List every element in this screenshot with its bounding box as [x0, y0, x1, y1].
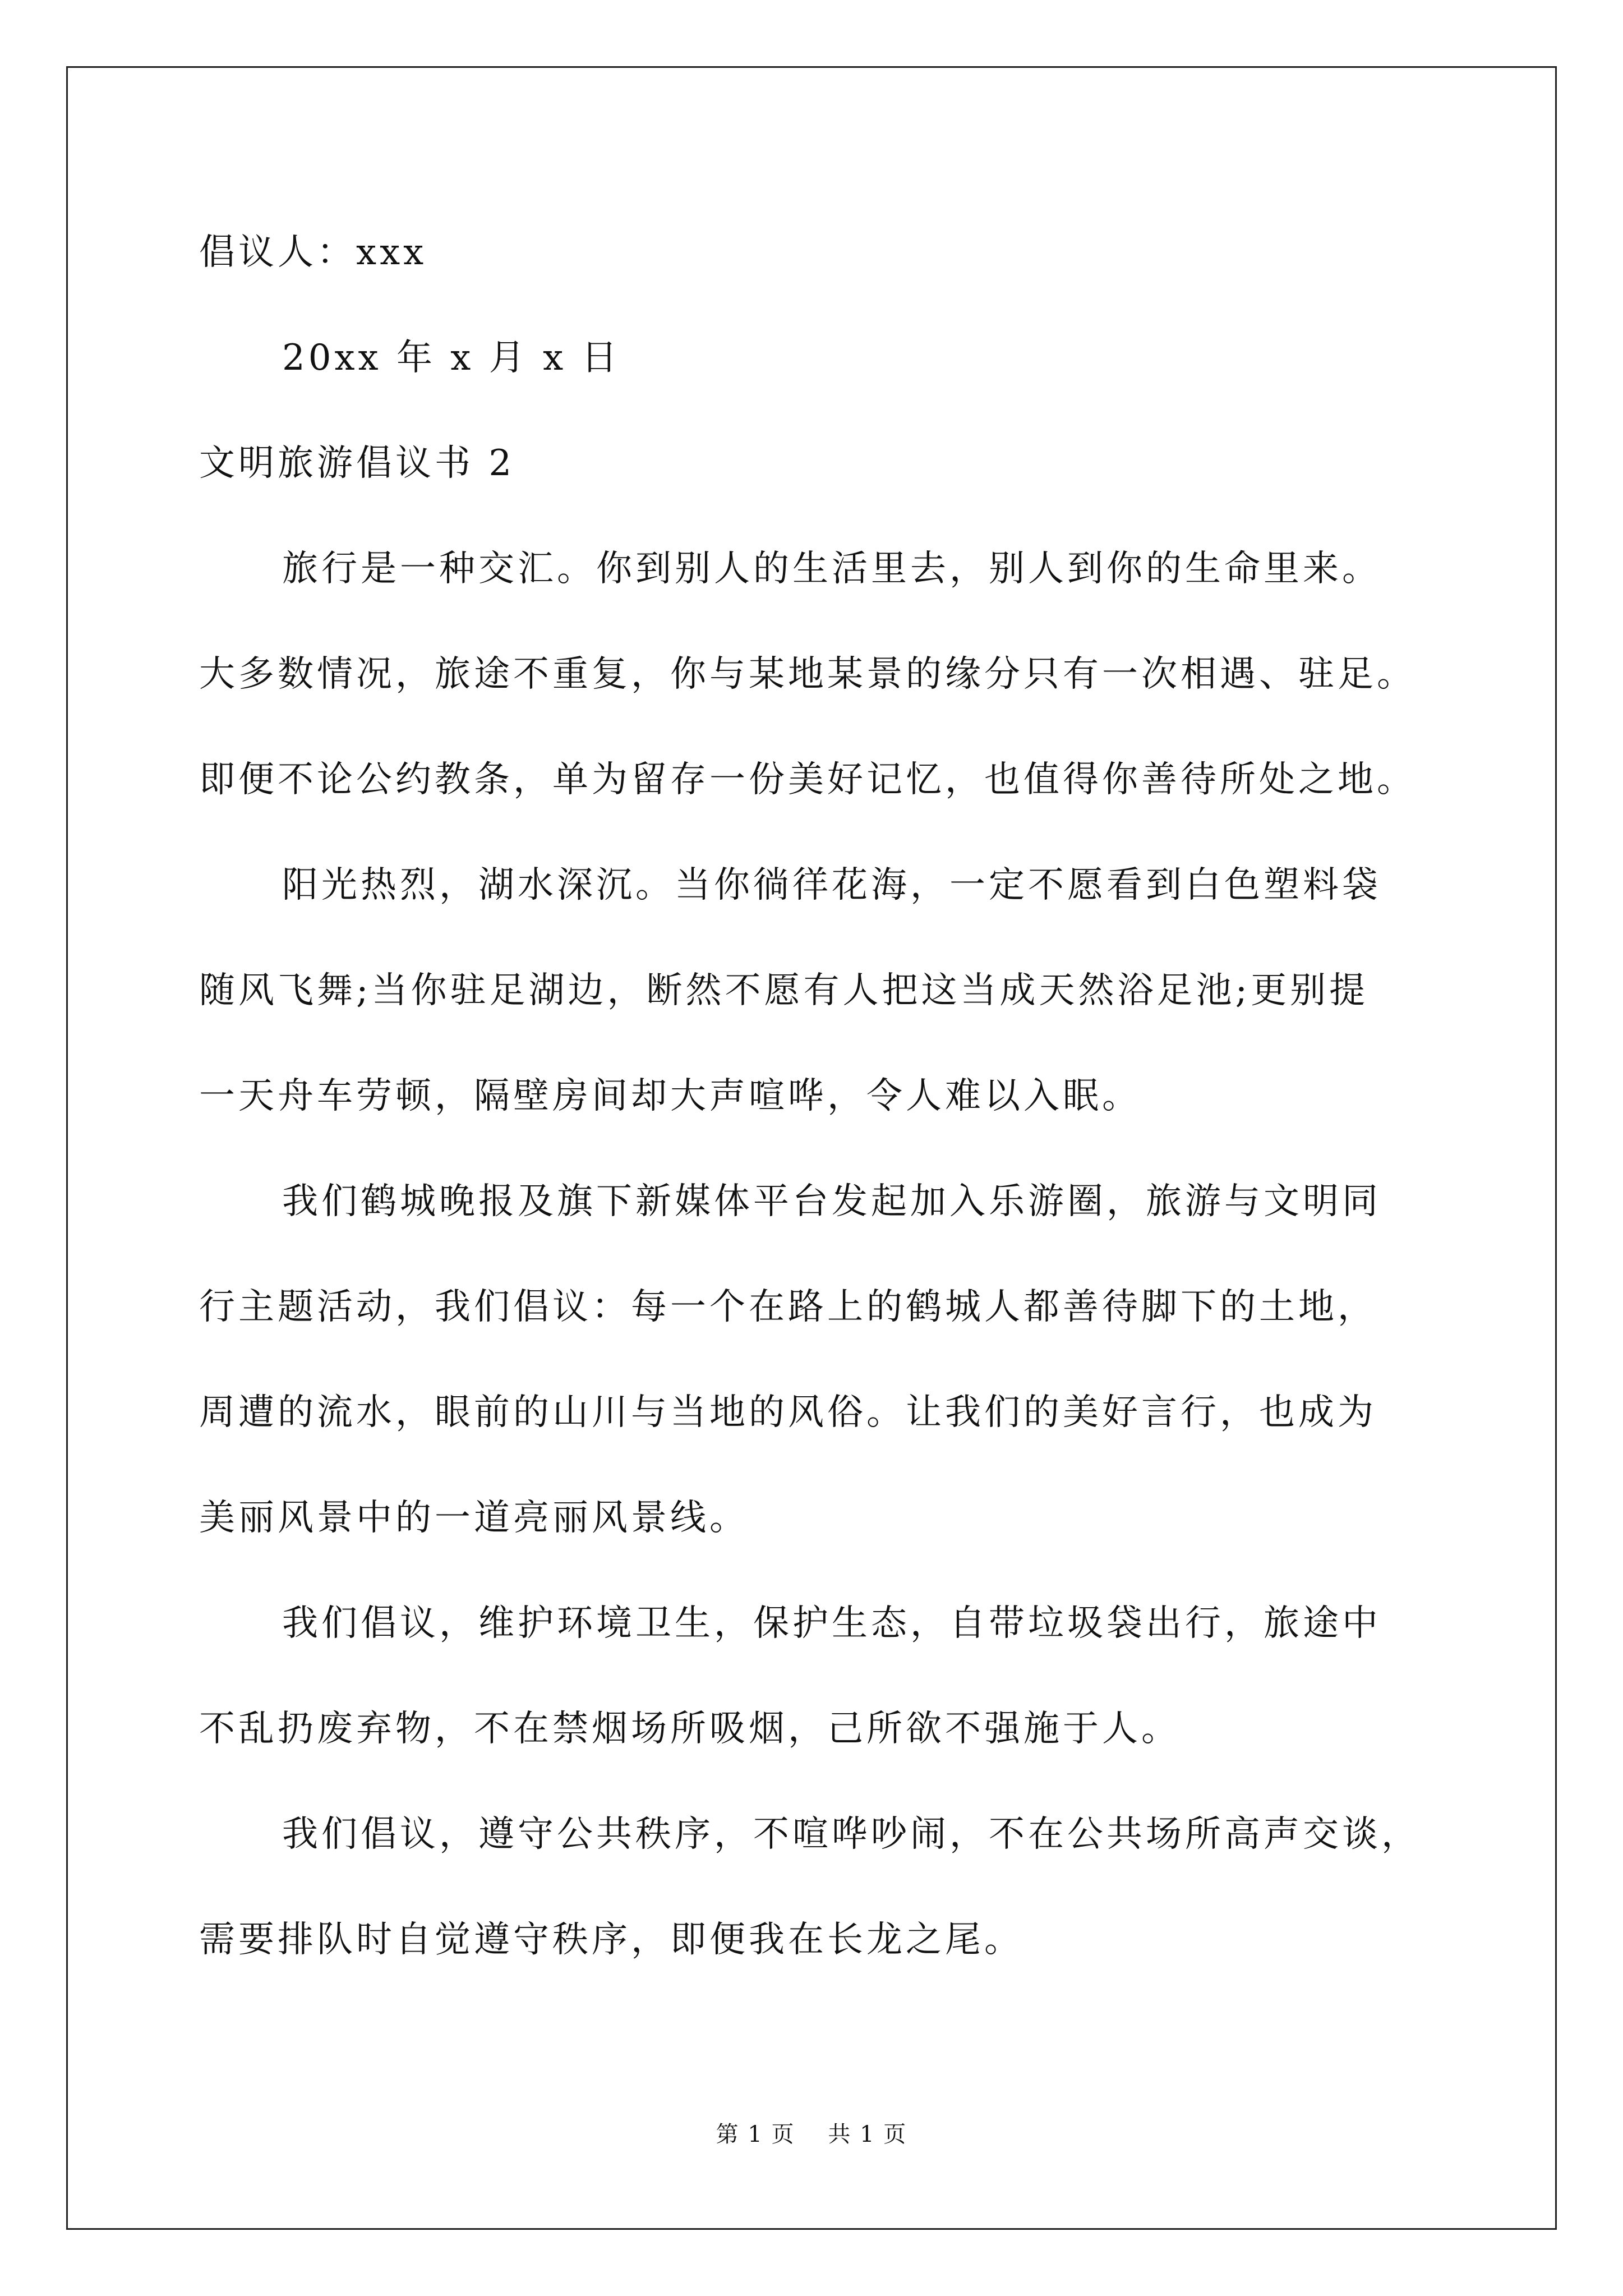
proposer-line: 倡议人：xxx: [199, 232, 427, 273]
paragraph-2-line-3: 一天舟车劳顿，隔壁房间却大声喧哗，令人难以入眠。: [199, 1075, 1141, 1117]
paragraph-5-line-1: 我们倡议，遵守公共秩序，不喧哗吵闹，不在公共场所高声交谈，: [282, 1814, 1421, 1855]
page-total: 共 1 页: [828, 2122, 907, 2147]
paragraph-2-line-2: 随风飞舞;当你驻足湖边，断然不愿有人把这当成天然浴足池;更别提: [199, 970, 1369, 1011]
paragraph-1-line-3: 即便不论公约教条，单为留存一份美好记忆，也值得你善待所处之地。: [199, 759, 1416, 800]
paragraph-4-line-1: 我们倡议，维护环境卫生，保护生态，自带垃圾袋出行，旅途中: [282, 1603, 1381, 1644]
page-number: 第 1 页: [716, 2122, 795, 2147]
paragraph-1-line-2: 大多数情况，旅途不重复，你与某地某景的缘分只有一次相遇、驻足。: [199, 654, 1416, 695]
paragraph-3-line-4: 美丽风景中的一道亮丽风景线。: [199, 1497, 749, 1539]
date-line: 20xx 年 x 月 x 日: [282, 337, 621, 379]
paragraph-5-line-2: 需要排队时自觉遵守秩序，即便我在长龙之尾。: [199, 1919, 1023, 1961]
section-title: 文明旅游倡议书 2: [199, 443, 515, 484]
paragraph-3-line-3: 周遭的流水，眼前的山川与当地的风俗。让我们的美好言行，也成为: [199, 1392, 1377, 1433]
paragraph-2-line-1: 阳光热烈，湖水深沉。当你徜徉花海，一定不愿看到白色塑料袋: [282, 864, 1381, 906]
paragraph-4-line-2: 不乱扔废弃物，不在禁烟场所吸烟，己所欲不强施于人。: [199, 1708, 1181, 1750]
paragraph-1-line-1: 旅行是一种交汇。你到别人的生活里去，别人到你的生命里来。: [282, 548, 1381, 590]
paragraph-3-line-2: 行主题活动，我们倡议：每一个在路上的鹤城人都善待脚下的土地，: [199, 1286, 1377, 1328]
page-border: [66, 66, 1557, 2230]
page-footer: [0, 2123, 1623, 2146]
paragraph-3-line-1: 我们鹤城晚报及旗下新媒体平台发起加入乐游圈，旅游与文明同: [282, 1181, 1381, 1222]
